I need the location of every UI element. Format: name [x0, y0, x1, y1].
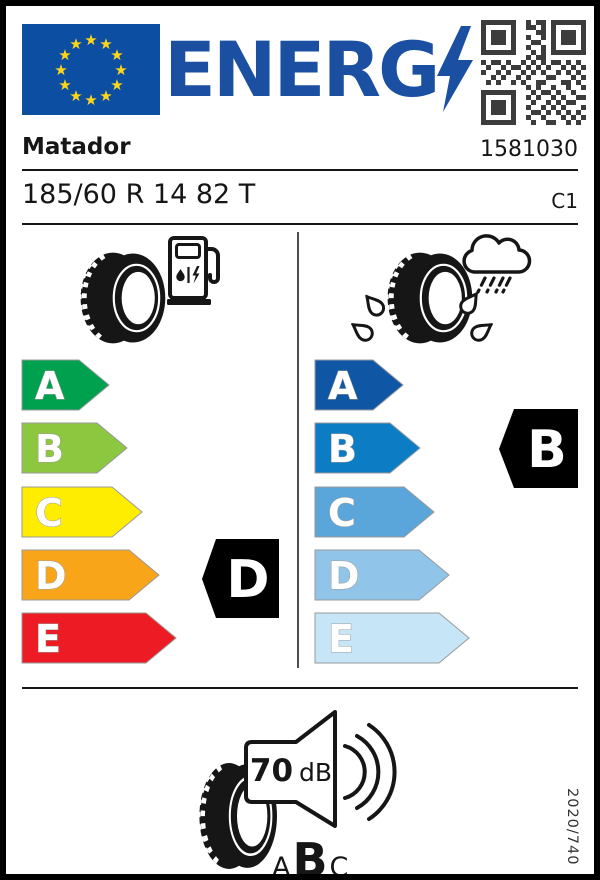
- class-letter: C: [35, 491, 63, 535]
- eu-star-icon: ★: [69, 86, 83, 105]
- tyre-size-designation: 185/60 R 14 82 T: [22, 179, 256, 210]
- rain-cloud-icon: [455, 232, 535, 298]
- fuel-pump-icon: [167, 236, 225, 306]
- tyre-class: C1: [551, 189, 578, 213]
- class-letter: B: [35, 427, 64, 471]
- eu-star-icon: ★: [58, 45, 72, 64]
- fuel-efficiency-rating-indicator: [202, 539, 280, 619]
- brand-name: Matador: [22, 134, 131, 160]
- class-letter: D: [35, 554, 67, 598]
- eu-star-icon: ★: [69, 34, 83, 53]
- energy-logo-text: ENERG: [164, 25, 438, 114]
- noise-unit: dB: [299, 758, 333, 787]
- fuel-efficiency-scale: [21, 358, 181, 666]
- sound-waves-icon: [345, 725, 395, 819]
- eu-star-icon: ★: [99, 86, 113, 105]
- energy-logo: [164, 24, 477, 116]
- separator-line: [22, 169, 578, 171]
- water-splash-icon: [452, 290, 496, 350]
- eu-star-icon: ★: [99, 34, 113, 53]
- section-divider: [297, 232, 299, 668]
- tyre-icon: [78, 248, 174, 348]
- noise-class-c: C: [329, 852, 351, 880]
- class-letter: D: [328, 554, 360, 598]
- qr-code: [481, 20, 586, 125]
- fuel-rating-letter: D: [226, 550, 270, 610]
- class-letter: B: [328, 427, 357, 471]
- article-number: 1581030: [480, 137, 578, 162]
- wet-grip-scale: [314, 358, 474, 666]
- noise-level: [248, 753, 334, 789]
- class-letter: A: [35, 364, 65, 408]
- lightning-bolt-icon: [437, 26, 477, 114]
- eu-star-icon: ★: [84, 30, 98, 49]
- eu-flag: [22, 24, 160, 115]
- separator-line: [22, 223, 578, 225]
- wet-grip-rating-indicator: [499, 409, 579, 489]
- separator-line: [22, 687, 578, 689]
- regulation-number: 2020/740: [564, 788, 580, 866]
- noise-value: 70: [249, 753, 294, 789]
- eu-star-icon: ★: [58, 75, 72, 94]
- eu-star-icon: ★: [84, 90, 98, 109]
- class-letter: A: [328, 364, 358, 408]
- water-splash-icon: [350, 292, 390, 350]
- eu-star-icon: ★: [110, 45, 124, 64]
- noise-class-rating: B: [292, 833, 330, 880]
- eu-star-icon: ★: [110, 75, 124, 94]
- class-letter: C: [328, 491, 356, 535]
- wet-grip-rating-letter: B: [527, 420, 567, 480]
- noise-class-a: A: [272, 852, 293, 880]
- class-letter: E: [328, 617, 354, 661]
- class-letter: E: [35, 617, 61, 661]
- eu-star-icon: ★: [114, 60, 128, 79]
- noise-class-scale: [272, 833, 350, 880]
- eu-star-icon: ★: [54, 60, 68, 79]
